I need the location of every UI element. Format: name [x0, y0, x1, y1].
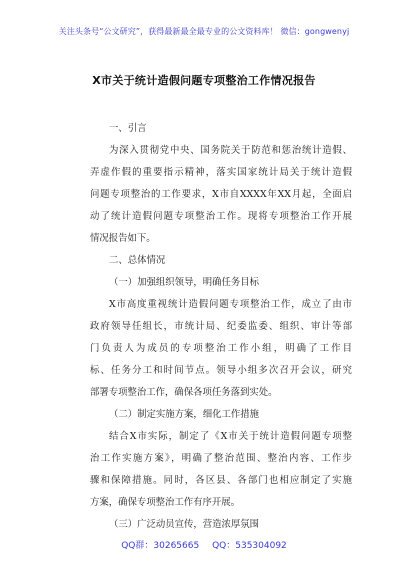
document-title: X市关于统计造假问题专项整治工作情况报告	[92, 74, 316, 87]
contact-footer	[0, 538, 408, 551]
body-line: （二）制定实施方案，细化工作措施	[109, 409, 260, 420]
body-line: 为深入贯彻党中央、国务院关于防范和惩治统计造假、	[109, 145, 352, 156]
body-line: 动了统计造假问题专项整治工作。现将专项整治工作开展	[90, 211, 352, 222]
body-line: 标、任务分工和时间节点。领导小组多次召开会议，研究	[90, 365, 352, 376]
qq-group-link[interactable]: QQ群：30265665	[121, 541, 200, 551]
body-line: 骤和保障措施。同时，各区县、各部门也相应制定了实施	[90, 475, 352, 486]
body-line: 情况报告如下。	[90, 233, 156, 244]
body-line: （三）广泛动员宣传，营造浓厚氛围	[109, 519, 260, 530]
body-line: 治工作实施方案》，明确了整治范围、整治内容、工作步	[90, 453, 352, 464]
body-line: 方案，确保专项整治工作有序开展。	[90, 497, 241, 508]
body-line: 问题专项整治的工作要求，X市自XXXX年XX月起，全面启	[90, 189, 352, 200]
document-body	[90, 118, 352, 536]
body-line: 一、引言	[109, 123, 147, 134]
body-line: 弄虚作假的重要指示精神，落实国家统计局关于统计造假	[90, 167, 352, 178]
body-line: 二、总体情况	[109, 255, 166, 266]
body-line: 结合X市实际，制定了《X市关于统计造假问题专项整	[109, 431, 352, 442]
body-line: （一）加强组织领导，明确任务目标	[109, 277, 260, 288]
body-line: 部署专项整治工作，确保各项任务落到实处。	[90, 387, 278, 398]
body-line: 政府领导任组长，市统计局、纪委监委、组织、审计等部	[90, 321, 352, 332]
body-line: 门负责人为成员的专项整治工作小组，明确了工作目	[90, 343, 352, 354]
qq-contact-link[interactable]: QQ：535304092	[212, 541, 287, 551]
body-line: X市高度重视统计造假问题专项整治工作，成立了由市	[109, 299, 352, 310]
promo-banner[interactable]: 关注头条号“公文研究”，获得最新最全最专业的公文资料库！ 微信：gongwenyj	[58, 27, 350, 36]
